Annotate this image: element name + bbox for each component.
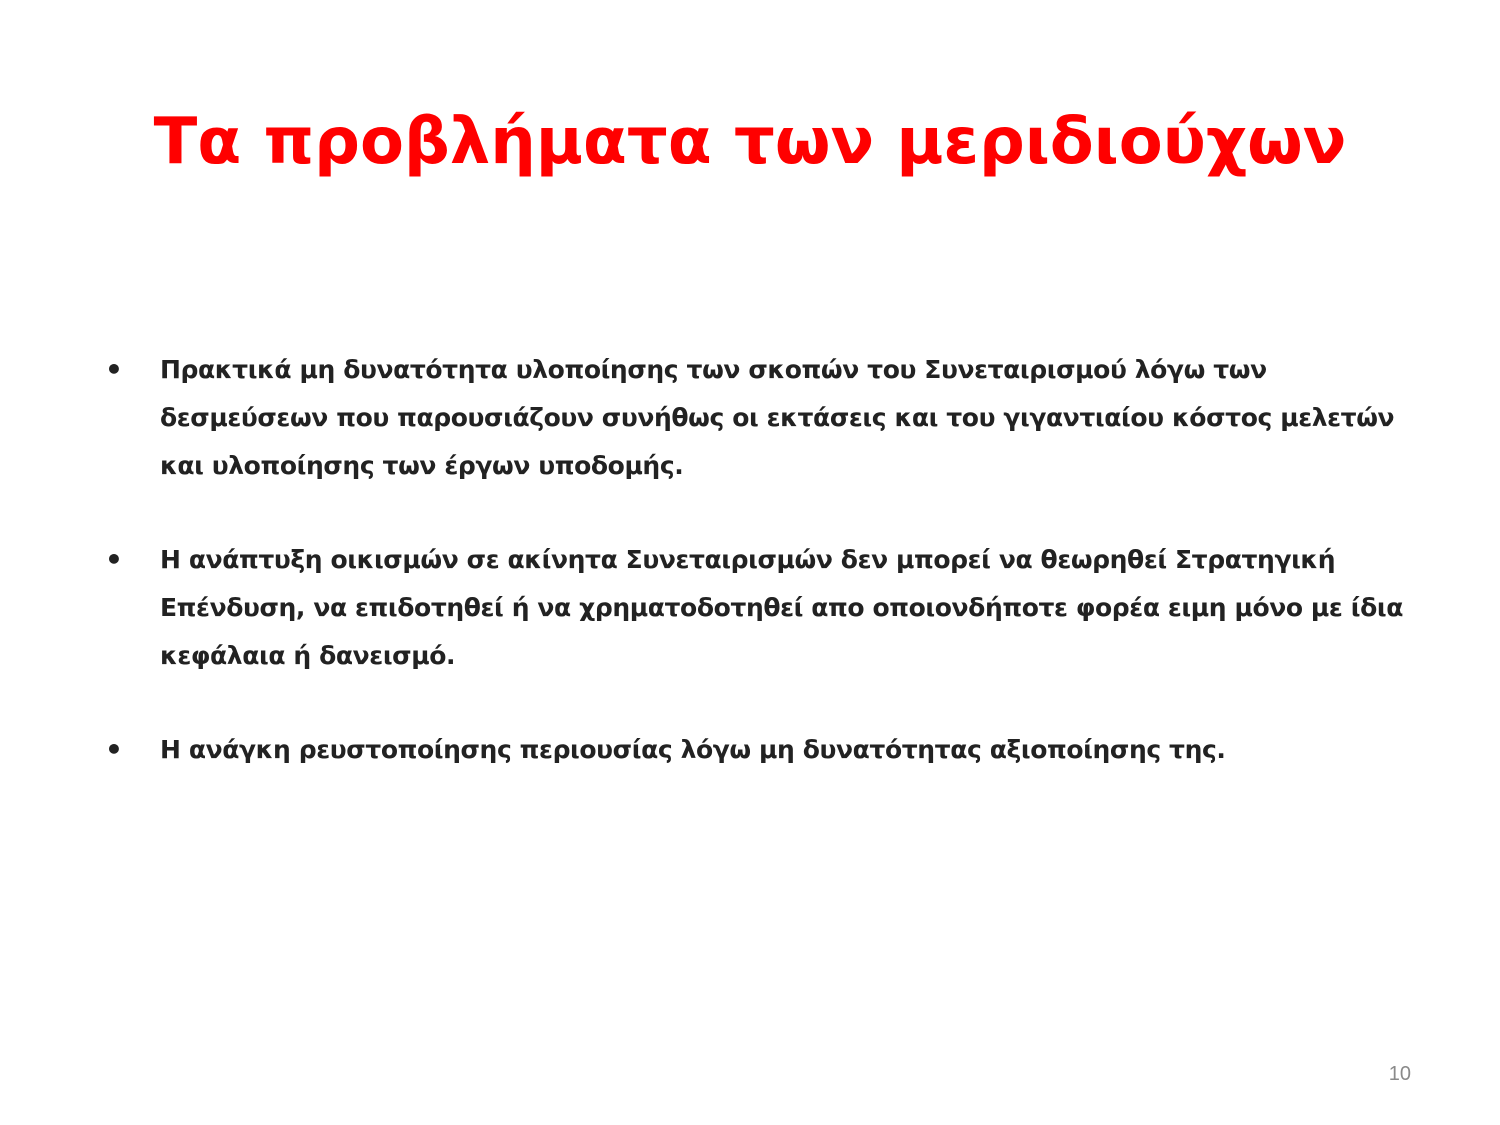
bullet-text: Η ανάπτυξη οικισμών σε ακίνητα Συνεταιρισμών δεν μπορεί να θεωρηθεί Στρατηγική Επένδυση, να επιδοτηθεί ή να χρηματοδοτηθεί απο οποιονδήποτε φορέα ειμη μόνο με ίδια κεφάλαια ή δανεισμό. xyxy=(160,545,1403,670)
bullet-item xyxy=(100,536,1420,680)
bullet-dot-icon: • xyxy=(105,733,123,766)
slide-title: Τα προβλήματα των μεριδιούχων xyxy=(153,105,1347,179)
bullet-dot-icon: • xyxy=(105,543,123,576)
bullet-dot-icon: • xyxy=(105,353,123,386)
bullet-item xyxy=(100,346,1420,490)
bullet-list xyxy=(100,346,1420,820)
bullet-text: Η ανάγκη ρευστοποίησης περιουσίας λόγω μη δυνατότητας αξιοποίησης της. xyxy=(160,735,1226,764)
bullet-item xyxy=(100,726,1420,774)
bullet-text: Πρακτικά μη δυνατότητα υλοποίησης των σκοπών του Συνεταιρισμού λόγω των δεσμεύσεων που παρουσιάζουν συνήθως οι εκτάσεις και του γιγαντιαίου κόστος μελετών και υλοποίησης των έργων υποδομής. xyxy=(160,355,1395,480)
slide-number: 10 xyxy=(1388,1063,1411,1085)
